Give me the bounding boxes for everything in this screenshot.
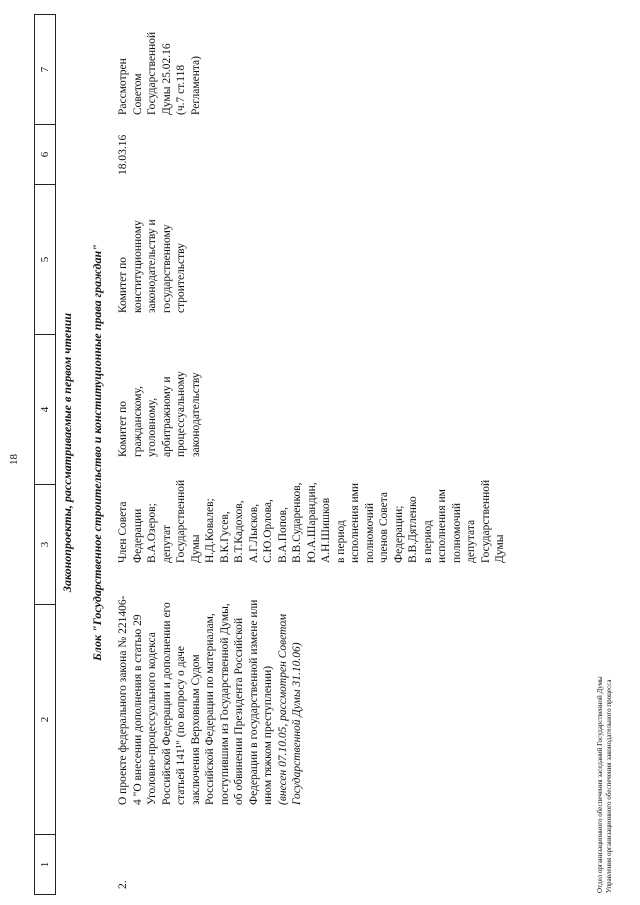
author-line: В.А.Озеров; <box>146 503 158 563</box>
row-number: 2. <box>117 880 129 889</box>
author-line: В.Т.Кадохов, <box>233 500 245 563</box>
status-line: Государственной <box>146 31 158 115</box>
author-line: членов Совета <box>378 492 390 563</box>
column-header-6: 6 <box>35 125 56 185</box>
author-line: депутат <box>160 525 173 563</box>
author-line: Государственной <box>175 479 187 563</box>
committee-line: арбитражному и <box>160 376 173 457</box>
co-committee-line: законодательству и <box>146 219 158 313</box>
co-committee-line: строительству <box>175 243 187 313</box>
author-line: депутата <box>465 519 477 563</box>
committee-line: процессуальному <box>175 371 187 457</box>
author-line: Н.Д.Ковалев; <box>204 498 216 563</box>
column-header-5: 5 <box>35 185 56 335</box>
author-line: В.В.Сударенков, <box>291 482 303 563</box>
block-title: Блок "Государственное строительство и конституционные права граждан" <box>90 244 104 661</box>
review-date: 18.03.16 <box>117 134 129 175</box>
author-line: В.К.Гусев, <box>218 511 231 563</box>
column-header-7: 7 <box>35 15 56 125</box>
author-line: в период <box>334 520 347 563</box>
author-line: А.Г.Лысков, <box>247 503 260 563</box>
bill-status <box>116 5 203 115</box>
committee-line: уголовному, <box>146 397 158 457</box>
co-committee-line: государственному <box>160 224 173 313</box>
status-line: Регламента) <box>189 56 202 115</box>
author-line: полномочий <box>363 503 376 563</box>
column-header-4: 4 <box>35 335 56 485</box>
author-line: С.Ю.Орлова, <box>262 499 274 563</box>
bill-note: (внесен 07.10.05, рассмотрен Советом Государственной Думы 31.10.06) <box>276 613 303 805</box>
status-line: Думы 25.02.16 <box>160 43 173 115</box>
status-line: (ч.7 ст.118 <box>175 64 187 115</box>
author-line: исполнения ими <box>349 482 361 563</box>
column-header-table <box>34 14 56 895</box>
author-line: Федерации <box>131 508 144 563</box>
author-line: Ю.А.Шарандин, <box>305 482 318 563</box>
co-executor-committee <box>116 183 189 313</box>
section-title: Законопроекты, рассматриваемые в первом чтении <box>60 312 74 593</box>
author-line: Думы <box>189 534 202 563</box>
bill-title: О проекте федерального закона № 221406-4 "О внесении дополнения в статью 29 Уголовно-процессуального кодекса Российской Федерации и дополнении его статьей 141¹" (по вопросу о даче заключения Верховным Судом Российской Федерации по материалам, поступившим из Государственной Думы, об обвинении Президента Российской Федерации в государственной измене или ином тяжком преступлении) <box>117 595 274 805</box>
committee-line: законодательству <box>189 372 202 457</box>
footer-department: Отдел организационного обеспечения заседаний Государственной Думы <box>596 676 604 893</box>
status-line: Рассмотрен <box>117 58 129 115</box>
committee-line: гражданскому, <box>131 385 144 457</box>
author-line: в период <box>421 520 434 563</box>
footer-directorate: Управления организационного обеспечения законодательного процесса <box>605 679 613 893</box>
author-line: исполнения им <box>436 489 448 563</box>
column-header-1: 1 <box>35 835 56 895</box>
responsible-committee <box>116 347 203 457</box>
co-committee-line: Комитет по <box>117 257 129 313</box>
status-line: Советом <box>131 73 144 115</box>
committee-line: Комитет по <box>117 401 129 457</box>
page-number: 18 <box>8 454 20 465</box>
column-header-3: 3 <box>35 485 56 605</box>
author-line: Думы <box>494 534 506 563</box>
column-header-2: 2 <box>35 605 56 835</box>
bill-authors <box>116 473 508 563</box>
author-line: полномочий <box>450 503 463 563</box>
author-line: Член Совета <box>117 501 129 563</box>
author-line: А.Н.Шишков <box>320 497 332 563</box>
author-line: Государственной <box>479 479 492 563</box>
author-line: В.В.Дятленко <box>407 496 419 563</box>
author-line: В.А.Попов, <box>276 507 289 563</box>
co-committee-line: конституционному <box>131 220 144 313</box>
author-line: Федерации; <box>392 505 405 563</box>
bill-description <box>116 595 305 805</box>
